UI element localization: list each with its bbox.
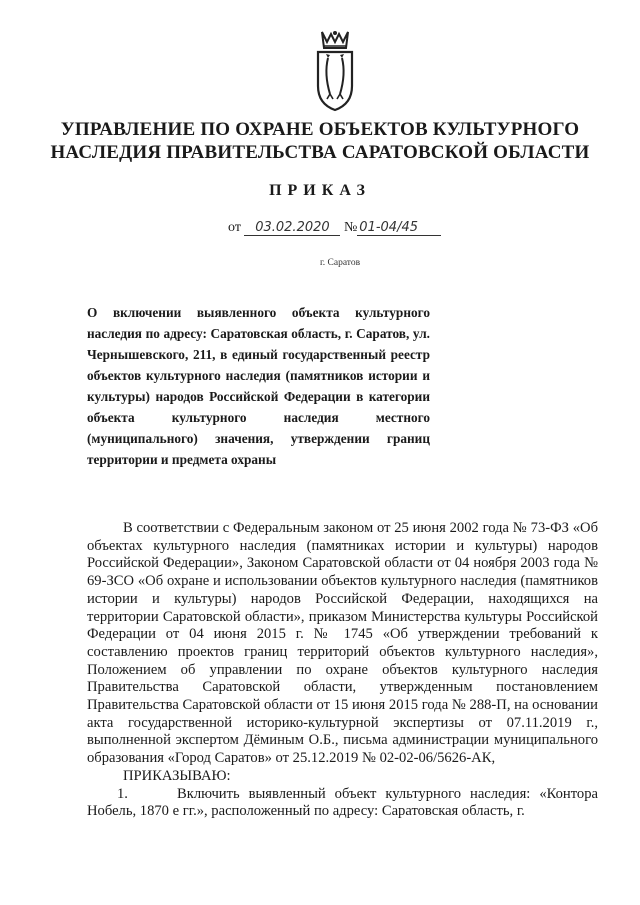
handwritten-number: 01-04/45: [357, 220, 441, 236]
handwritten-date: 03.02.2020: [244, 220, 340, 236]
date-number-line: [228, 220, 488, 236]
authority-line-1: УПРАВЛЕНИЕ ПО ОХРАНЕ ОБЪЕКТОВ КУЛЬТУРНОГО: [60, 119, 580, 140]
issuing-authority: [40, 118, 600, 164]
number-prefix: №: [343, 220, 358, 235]
document-type: ПРИКАЗ: [269, 182, 371, 199]
saratov-region-coat-of-arms-icon: [300, 28, 370, 114]
item-number: 1.: [117, 785, 128, 802]
order-subject: О включении выявленного объекта культурного наследия по адресу: Саратовская область, г. Саратов, ул. Чернышевского, 211, в единый государственный реестр объектов культурного наследия (памятников истории и культуры) народов Российской Федерации в категории объекта культурного наследия местного (муниципального) значения, утверждении границ территории и предмета охраны: [87, 305, 430, 467]
item-text: Включить выявленный объект культурного наследия: «Контора Нобель, 1870 е гг.», расположенный по адресу: Саратовская область, г.: [87, 785, 598, 820]
date-prefix: от: [228, 220, 241, 235]
city: г. Саратов: [319, 258, 361, 268]
preamble-paragraph: В соответствии с Федеральным законом от 25 июня 2002 года № 73-ФЗ «Об объектах культурного наследия (памятниках истории и культуры) народов Российской Федерации», Законом Саратовской области от 04 ноября 2003 года № 69-ЗСО «Об охране и использовании объектов культурного наследия (памятников истории и культуры) народов Российской Федерации, находящихся на территории Саратовской области», приказом Министерства культуры Российской Федерации от 04 июня 2015 г. № 1745 «Об утверждении требований к составлению проектов границ территорий объектов культурного наследия», Положением об управлении по охране объектов культурного наследия Правительства Саратовской области, утвержденным постановлением Правительства Саратовской области от 15 июня 2015 года № 288-П, на основании акта государственной историко-культурной экспертизы от 07.11.2019 г., выполненной экспертом Дёминым О.Б., письма администрации муниципального образования «Город Саратов» от 25.12.2019 № 02-02-06/5626-АК,: [87, 520, 598, 767]
authority-line-2: НАСЛЕДИЯ ПРАВИТЕЛЬСТВА САРАТОВСКОЙ ОБЛАСТИ: [50, 142, 590, 163]
order-word: ПРИКАЗЫВАЮ:: [123, 767, 231, 784]
order-body: [87, 520, 598, 821]
order-item-1: [87, 786, 598, 821]
